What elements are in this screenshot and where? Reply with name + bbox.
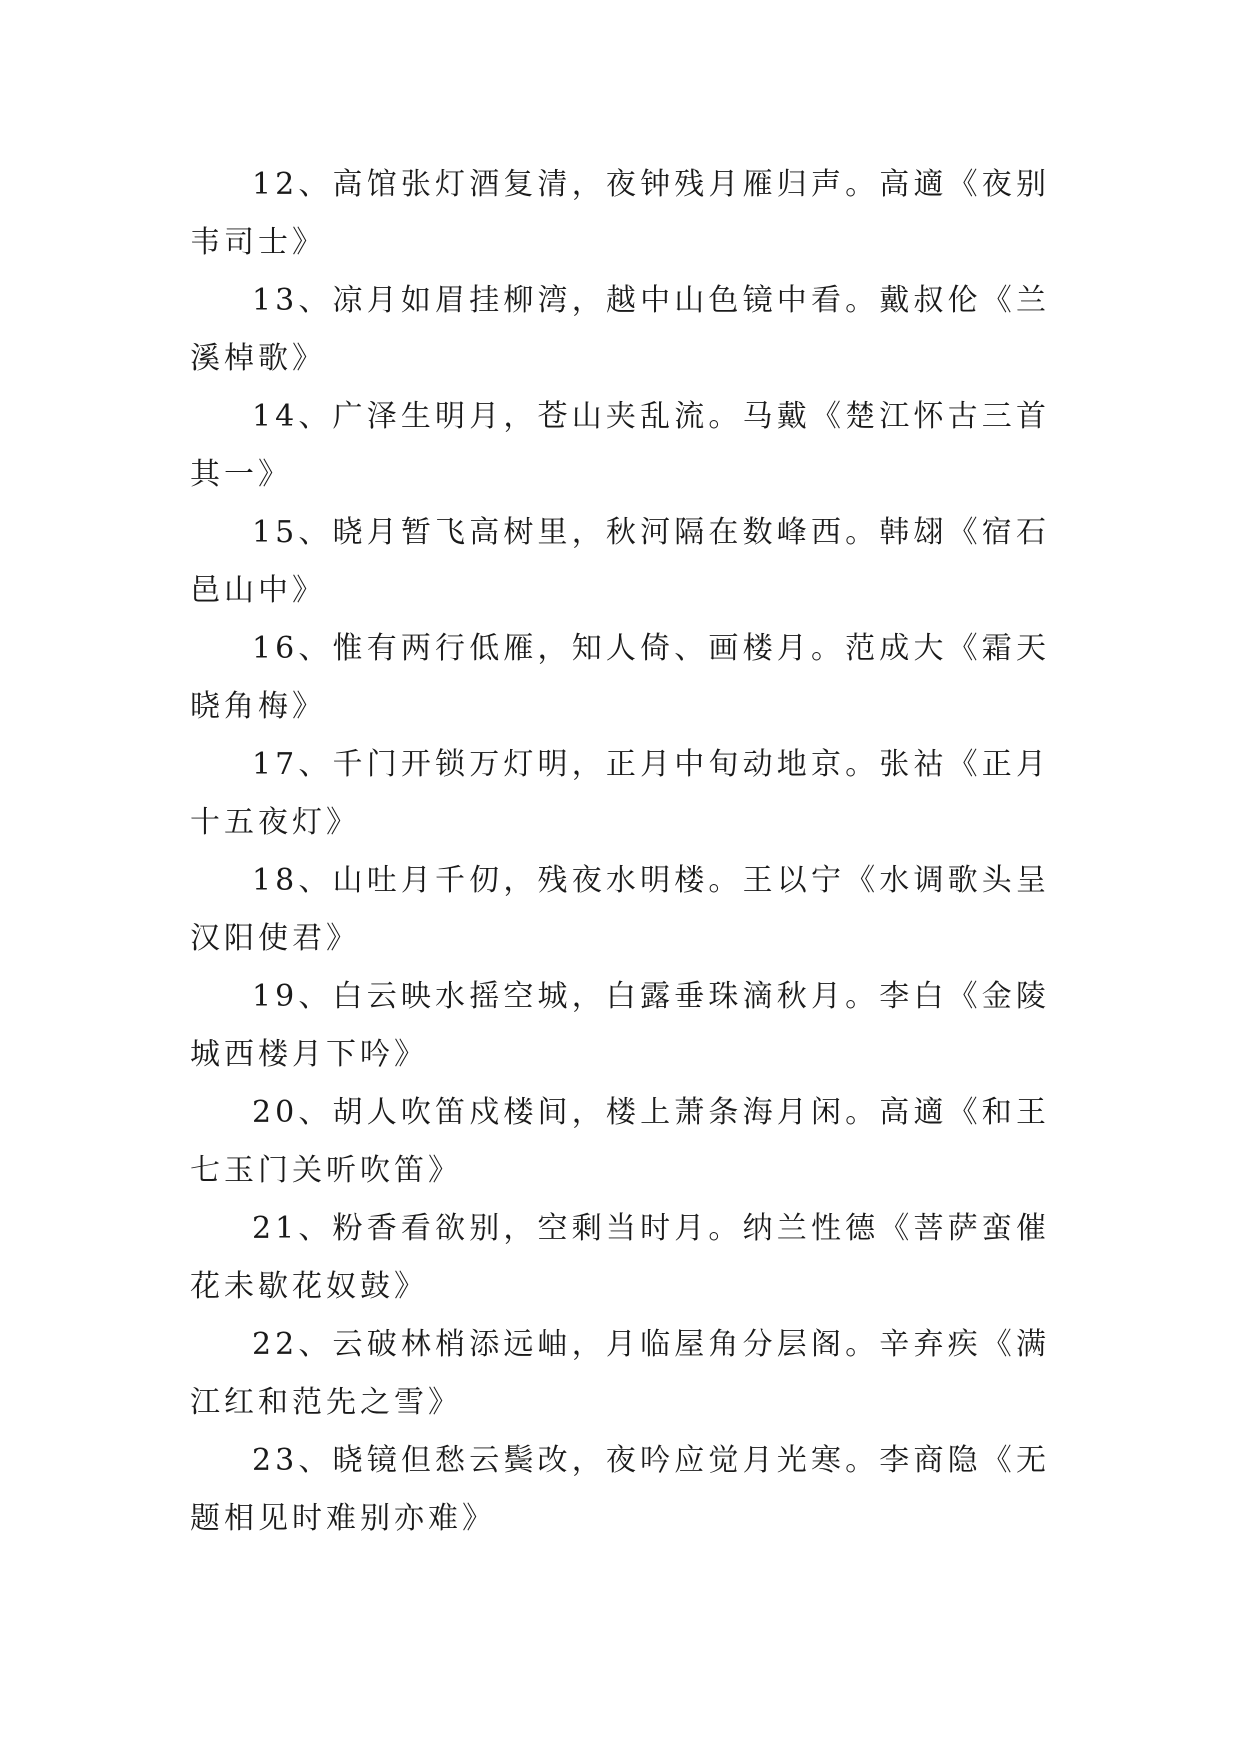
- poem-line-13: 13、凉月如眉挂柳湾，越中山色镜中看。戴叔伦《兰溪棹歌》: [190, 283, 1050, 376]
- poem-line-22: 22、云破林梢添远岫，月临屋角分层阁。辛弃疾《满江红和范先之雪》: [190, 1327, 1050, 1420]
- poem-line-18: 18、山吐月千仞，残夜水明楼。王以宁《水调歌头呈汉阳使君》: [190, 863, 1050, 956]
- document-body: [190, 156, 1050, 1548]
- poem-line-14: 14、广泽生明月，苍山夹乱流。马戴《楚江怀古三首其一》: [190, 399, 1050, 492]
- poem-line-21: 21、粉香看欲别，空剩当时月。纳兰性德《菩萨蛮催花未歇花奴鼓》: [190, 1211, 1050, 1304]
- poem-line-12: 12、高馆张灯酒复清，夜钟残月雁归声。高適《夜别韦司士》: [190, 167, 1050, 260]
- poem-line-16: 16、惟有两行低雁，知人倚、画楼月。范成大《霜天晓角梅》: [190, 631, 1050, 724]
- poem-line-20: 20、胡人吹笛戍楼间，楼上萧条海月闲。高適《和王七玉门关听吹笛》: [190, 1095, 1050, 1188]
- poem-line-23: 23、晓镜但愁云鬓改，夜吟应觉月光寒。李商隐《无题相见时难别亦难》: [190, 1443, 1050, 1536]
- poem-line-15: 15、晓月暂飞高树里，秋河隔在数峰西。韩翃《宿石邑山中》: [190, 515, 1050, 608]
- poem-line-17: 17、千门开锁万灯明，正月中旬动地京。张祜《正月十五夜灯》: [190, 747, 1050, 840]
- poem-line-19: 19、白云映水摇空城，白露垂珠滴秋月。李白《金陵城西楼月下吟》: [190, 979, 1050, 1072]
